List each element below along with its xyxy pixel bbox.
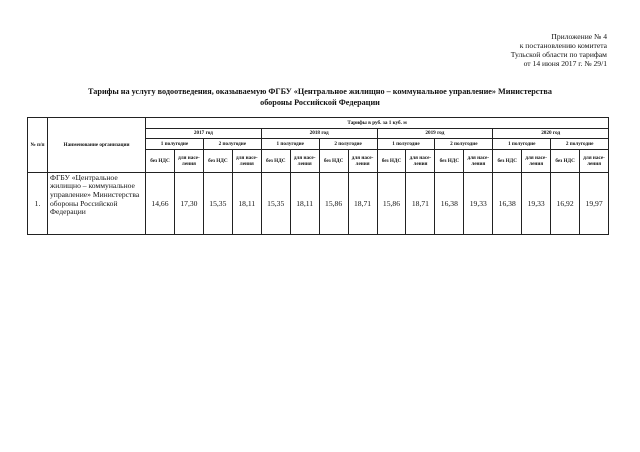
- tariff-value: 16,92: [551, 172, 580, 234]
- subheader-for-population: для насе-ления: [174, 149, 203, 172]
- half-year-header: 2 полугодие: [435, 139, 493, 150]
- table-row: [28, 172, 609, 234]
- tariff-value: 18,71: [406, 172, 435, 234]
- year-header: 2019 год: [377, 128, 493, 139]
- tariff-table: [27, 117, 609, 235]
- title-line-2: обороны Российской Федерации: [260, 97, 380, 107]
- year-header: 2020 год: [493, 128, 609, 139]
- half-year-header: 1 полугодие: [493, 139, 551, 150]
- appendix-line-3: Тульской области по тарифам: [510, 49, 607, 59]
- column-header-number: № п/п: [28, 118, 48, 173]
- subheader-without-vat: без НДС: [551, 149, 580, 172]
- subheader-without-vat: без НДС: [319, 149, 348, 172]
- half-year-header: 1 полугодие: [146, 139, 204, 150]
- subheader-for-population: для насе-ления: [464, 149, 493, 172]
- subheader-for-population: для насе-ления: [406, 149, 435, 172]
- tariff-value: 17,30: [174, 172, 203, 234]
- title-line-1: Тарифы на услугу водоотведения, оказываемую ФГБУ «Центральное жилищно – коммунальное управление» Министерства: [88, 87, 552, 96]
- appendix-line-1: Приложение № 4: [551, 32, 607, 41]
- tariff-value: 15,86: [377, 172, 406, 234]
- tariff-value: 19,33: [464, 172, 493, 234]
- subheader-for-population: для насе-ления: [232, 149, 261, 172]
- appendix-line-4: от 14 июня 2017 г. № 29/1: [523, 58, 607, 68]
- year-header: 2017 год: [146, 128, 262, 139]
- tariff-value: 14,66: [146, 172, 175, 234]
- column-header-tariffs: Тарифы в руб. за 1 куб. м: [146, 118, 609, 129]
- table-header-row-1: [28, 118, 609, 129]
- tariff-value: 15,35: [203, 172, 232, 234]
- tariff-value: 18,71: [348, 172, 377, 234]
- subheader-for-population: для насе-ления: [580, 149, 609, 172]
- tariff-value: 15,86: [319, 172, 348, 234]
- subheader-without-vat: без НДС: [377, 149, 406, 172]
- row-number: 1.: [28, 172, 48, 234]
- subheader-without-vat: без НДС: [146, 149, 175, 172]
- subheader-without-vat: без НДС: [493, 149, 522, 172]
- organization-name: ФГБУ «Центральное жилищно – коммунальное управление» Министерства обороны Российской Федерации: [48, 172, 146, 234]
- half-year-header: 2 полугодие: [203, 139, 261, 150]
- appendix-line-2: к постановлению комитета: [519, 40, 607, 50]
- half-year-header: 1 полугодие: [377, 139, 435, 150]
- document-title: [40, 87, 600, 108]
- column-header-organization: Наименование организации: [48, 118, 146, 173]
- tariff-value: 16,38: [493, 172, 522, 234]
- year-header: 2018 год: [261, 128, 377, 139]
- subheader-without-vat: без НДС: [435, 149, 464, 172]
- subheader-for-population: для насе-ления: [348, 149, 377, 172]
- subheader-for-population: для насе-ления: [290, 149, 319, 172]
- tariff-value: 19,33: [522, 172, 551, 234]
- half-year-header: 2 полугодие: [319, 139, 377, 150]
- tariff-value: 18,11: [290, 172, 319, 234]
- subheader-for-population: для насе-ления: [522, 149, 551, 172]
- tariff-value: 18,11: [232, 172, 261, 234]
- subheader-without-vat: без НДС: [261, 149, 290, 172]
- tariff-value: 16,38: [435, 172, 464, 234]
- half-year-header: 2 полугодие: [551, 139, 609, 150]
- tariff-value: 19,97: [580, 172, 609, 234]
- appendix-note: [387, 33, 607, 69]
- subheader-without-vat: без НДС: [203, 149, 232, 172]
- half-year-header: 1 полугодие: [261, 139, 319, 150]
- tariff-value: 15,35: [261, 172, 290, 234]
